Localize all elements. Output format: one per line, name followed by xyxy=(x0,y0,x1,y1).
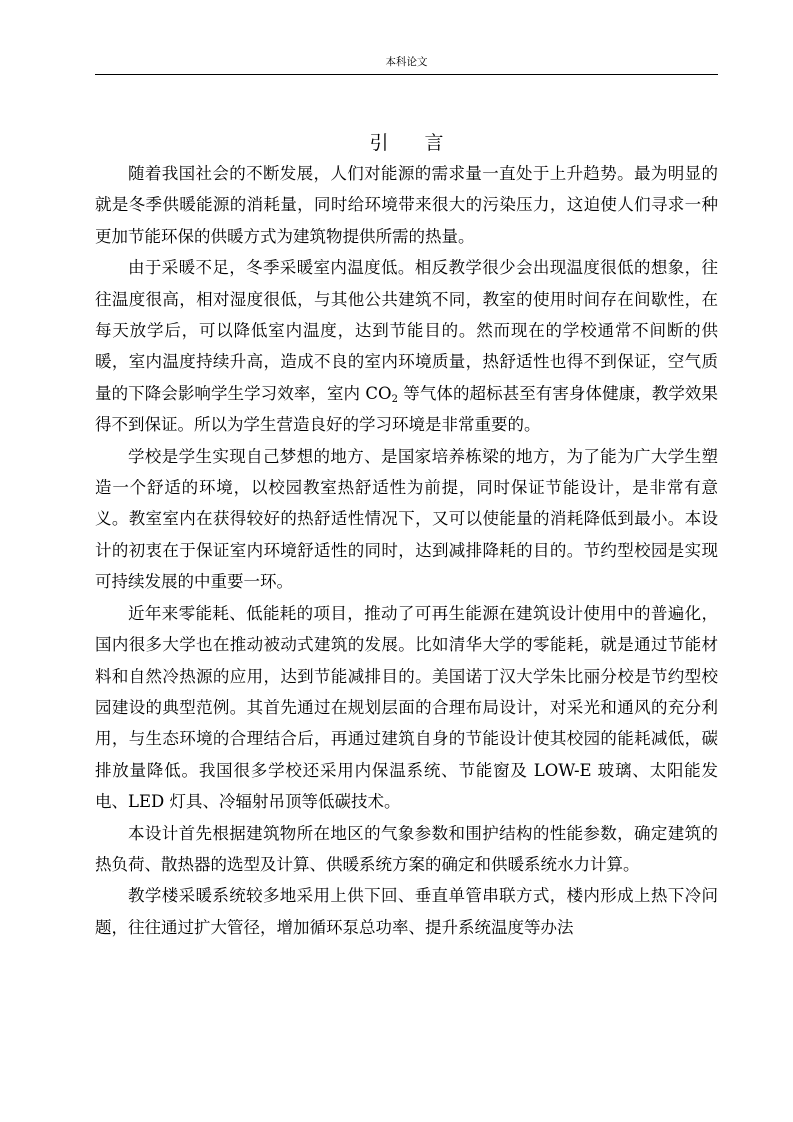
paragraph-3: 学校是学生实现自己梦想的地方、是国家培养栋梁的地方，为了能为广大学生塑造一个舒适的环境，以校园教室热舒适性为前提，同时保证节能设计，是非常有意义。教室室内在获得较好的热舒适性情况下，又可以使能量的消耗降低到最小。本设计的初衷在于保证室内环境舒适性的同时，达到减排降耗的目的。节约型校园是实现可持续发展的中重要一环。 xyxy=(95,446,718,592)
paragraph-1: 随着我国社会的不断发展，人们对能源的需求量一直处于上升趋势。最为明显的就是冬季供暖能源的消耗量，同时给环境带来很大的污染压力，这迫使人们寻求一种更加节能环保的供暖方式为建筑物提供所需的热量。 xyxy=(95,164,718,246)
paragraph-4: 近年来零能耗、低能耗的项目，推动了可再生能源在建筑设计使用中的普遍化，国内很多大学也在推动被动式建筑的发展。比如清华大学的零能耗，就是通过节能材料和自然冷热源的应用，达到节能减排目的。美国诺丁汉大学朱比丽分校是节约型校园建设的典型范例。其首先通过在规划层面的合理布局设计，对采光和通风的充分利用，与生态环境的合理结合后，再通过建筑自身的节能设计使其校园的能耗减低，碳排放量降低。我国很多学校还采用内保温系统、节能窗及 LOW-E 玻璃、太阳能发电、LED 灯具、冷辐射吊顶等低碳技术。 xyxy=(95,603,718,812)
running-title: 本科论文 xyxy=(385,56,428,68)
paragraph-5: 本设计首先根据建筑物所在地区的气象参数和围护结构的性能参数，确定建筑的热负荷、散热器的选型及计算、供暖系统方案的确定和供暖系统水力计算。 xyxy=(95,823,718,874)
section-title-char-2: 言 xyxy=(424,132,444,154)
section-title-char-1: 引 xyxy=(369,132,389,154)
paragraph-6: 教学楼采暖系统较多地采用上供下回、垂直单管串联方式，楼内形成上热下冷问题，往往通过扩大管径，增加循环泵总功率、提升系统温度等办法 xyxy=(95,886,718,937)
section-title xyxy=(95,128,718,158)
paragraph-2 xyxy=(95,252,718,440)
page-header xyxy=(95,54,718,75)
paragraph-2-text-before: 由于采暖不足，冬季采暖室内温度低。相反教学很少会出现温度很低的想象，往往温度很高，相对湿度很低，与其他公共建筑不同，教室的使用时间存在间歇性，在每天放学后，可以降低室内温度，达到节能目的。然而现在的学校通常不间断的供暖，室内温度持续升高，造成不良的室内环境质量，热舒适性也得不到保证，空气质量的下降会影响学生学习效率，室内 CO xyxy=(95,258,718,403)
paragraph-2-text-after: 等气体的超标甚至有害身体健康，教学效果得不到保证。所以为学生营造良好的学习环境是非常重要的。 xyxy=(95,383,718,435)
body-text xyxy=(95,158,718,943)
co2-subscript: 2 xyxy=(391,393,398,405)
